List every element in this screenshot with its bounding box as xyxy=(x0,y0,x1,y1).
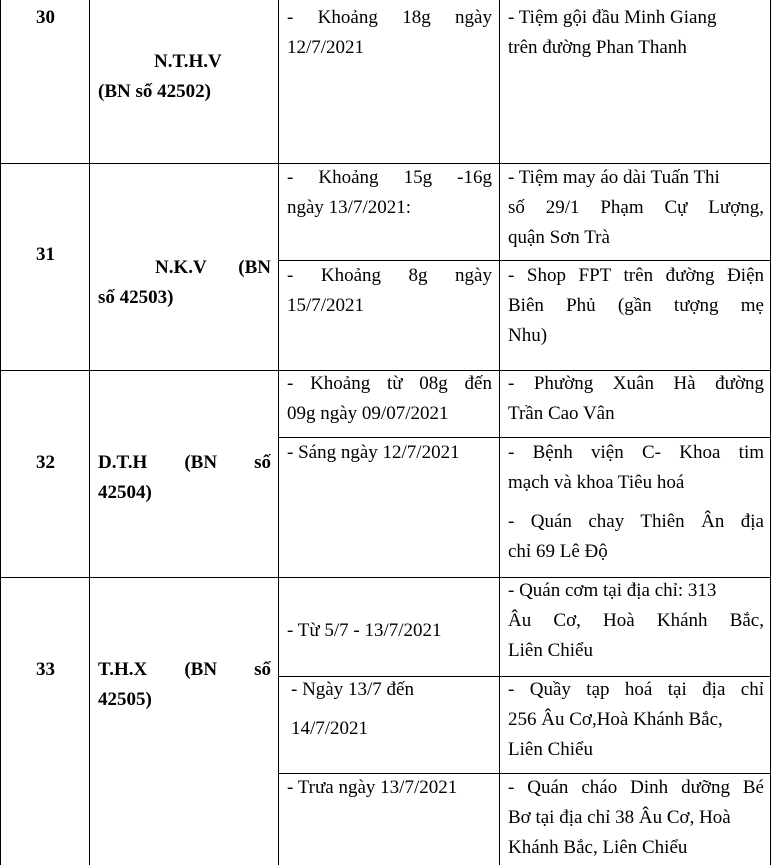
time-line: - Khoảng 18g ngày xyxy=(287,7,492,28)
time-line: - Khoảng từ 08g đến xyxy=(287,373,492,394)
time-line: - Khoảng 15g -16g xyxy=(287,167,492,188)
row-number: 33 xyxy=(36,659,55,680)
row-number: 31 xyxy=(36,244,55,265)
time-line: 12/7/2021 xyxy=(287,37,365,58)
place-line: mạch và khoa Tiêu hoá xyxy=(508,472,685,493)
place-line: Âu Cơ, Hoà Khánh Bắc, xyxy=(508,610,764,631)
patient-code: D.T.H (BN số xyxy=(98,452,271,473)
row-number: 30 xyxy=(36,7,55,28)
place-line: - Phường Xuân Hà đường xyxy=(508,373,764,394)
patient-code: N.K.V (BN xyxy=(155,257,271,278)
row-number: 32 xyxy=(36,452,55,473)
place-line: - Quán chay Thiên Ân địa xyxy=(508,511,764,532)
time-line: - Sáng ngày 12/7/2021 xyxy=(287,442,460,463)
place-line: Khánh Bắc, Liên Chiểu xyxy=(508,837,688,858)
place-line: số 29/1 Phạm Cự Lượng, xyxy=(508,197,764,218)
time-line: - Khoảng 8g ngày xyxy=(287,265,492,286)
place-line: 256 Âu Cơ,Hoà Khánh Bắc, xyxy=(508,709,723,730)
time-line: 14/7/2021 xyxy=(291,718,369,739)
place-line: - Bệnh viện C- Khoa tim xyxy=(508,442,764,463)
patient-id: số 42503) xyxy=(98,287,174,308)
place-line: quận Sơn Trà xyxy=(508,227,610,248)
place-line: Nhu) xyxy=(508,325,548,346)
patient-id: 42505) xyxy=(98,689,152,710)
time-line: - Ngày 13/7 đến xyxy=(291,679,414,700)
place-line: - Tiệm may áo dài Tuấn Thi xyxy=(508,167,720,188)
place-line: Biên Phủ (gần tượng mẹ xyxy=(508,295,764,316)
place-line: Liên Chiểu xyxy=(508,739,593,760)
time-line: ngày 13/7/2021: xyxy=(287,197,412,218)
column-divider-patient xyxy=(278,0,279,865)
table-border-left xyxy=(0,0,1,865)
time-line: 09g ngày 09/07/2021 xyxy=(287,403,449,424)
time-line: - Từ 5/7 - 13/7/2021 xyxy=(287,620,442,641)
place-line: Liên Chiểu xyxy=(508,640,593,661)
place-line: chỉ 69 Lê Độ xyxy=(508,541,608,562)
place-line: Trần Cao Vân xyxy=(508,403,615,424)
place-line: - Quầy tạp hoá tại địa chỉ xyxy=(508,679,764,700)
time-line: - Trưa ngày 13/7/2021 xyxy=(287,777,458,798)
table-border-right xyxy=(770,0,771,865)
place-line: - Quán cháo Dinh dưỡng Bé xyxy=(508,777,764,798)
patient-id: 42504) xyxy=(98,482,152,503)
column-divider-time xyxy=(499,0,500,865)
place-line: - Quán cơm tại địa chỉ: 313 xyxy=(508,580,717,601)
patient-id: (BN số 42502) xyxy=(98,81,211,102)
patient-code: N.T.H.V xyxy=(154,51,222,72)
place-line: trên đường Phan Thanh xyxy=(508,37,687,58)
column-divider-stt xyxy=(89,0,90,865)
place-line: - Tiệm gội đầu Minh Giang xyxy=(508,7,717,28)
place-line: - Shop FPT trên đường Điện xyxy=(508,265,764,286)
time-line: 15/7/2021 xyxy=(287,295,365,316)
patient-code: T.H.X (BN số xyxy=(98,659,271,680)
place-line: Bơ tại địa chỉ 38 Âu Cơ, Hoà xyxy=(508,807,731,828)
